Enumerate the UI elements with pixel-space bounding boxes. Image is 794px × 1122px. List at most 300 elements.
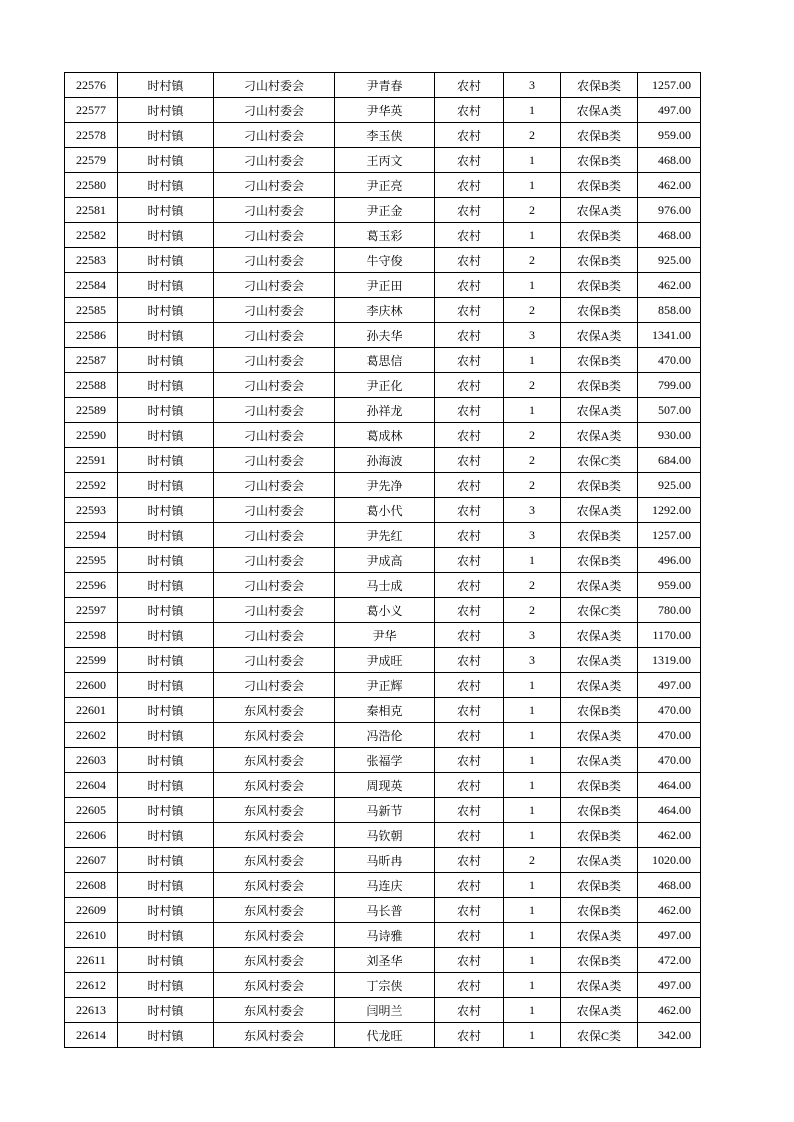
cell-amount: 464.00 — [638, 773, 701, 798]
cell-type: 农村 — [435, 898, 504, 923]
cell-category: 农保B类 — [561, 698, 638, 723]
cell-category: 农保A类 — [561, 573, 638, 598]
cell-name: 尹正化 — [335, 373, 435, 398]
cell-town: 时村镇 — [118, 523, 214, 548]
table-row — [65, 523, 701, 548]
cell-category: 农保B类 — [561, 523, 638, 548]
cell-category: 农保A类 — [561, 998, 638, 1023]
cell-name: 马连庆 — [335, 873, 435, 898]
table-row — [65, 848, 701, 873]
cell-town: 时村镇 — [118, 998, 214, 1023]
cell-village: 东风村委会 — [214, 873, 335, 898]
cell-name: 尹成旺 — [335, 648, 435, 673]
cell-category: 农保B类 — [561, 823, 638, 848]
cell-amount: 497.00 — [638, 673, 701, 698]
cell-id: 22585 — [65, 298, 118, 323]
cell-amount: 462.00 — [638, 273, 701, 298]
cell-id: 22582 — [65, 223, 118, 248]
cell-name: 刘圣华 — [335, 948, 435, 973]
cell-type: 农村 — [435, 598, 504, 623]
cell-name: 尹正亮 — [335, 173, 435, 198]
table-body — [65, 73, 701, 1048]
cell-amount: 976.00 — [638, 198, 701, 223]
cell-village: 刁山村委会 — [214, 573, 335, 598]
table-row — [65, 973, 701, 998]
cell-id: 22602 — [65, 723, 118, 748]
cell-count: 1 — [504, 823, 561, 848]
cell-village: 刁山村委会 — [214, 423, 335, 448]
cell-count: 2 — [504, 248, 561, 273]
cell-name: 王丙文 — [335, 148, 435, 173]
cell-amount: 470.00 — [638, 748, 701, 773]
cell-id: 22586 — [65, 323, 118, 348]
cell-id: 22594 — [65, 523, 118, 548]
cell-amount: 468.00 — [638, 148, 701, 173]
cell-count: 2 — [504, 473, 561, 498]
cell-name: 葛思信 — [335, 348, 435, 373]
cell-town: 时村镇 — [118, 773, 214, 798]
cell-town: 时村镇 — [118, 173, 214, 198]
cell-count: 1 — [504, 348, 561, 373]
cell-amount: 470.00 — [638, 723, 701, 748]
table-row — [65, 823, 701, 848]
cell-count: 1 — [504, 98, 561, 123]
cell-village: 东风村委会 — [214, 798, 335, 823]
table-row — [65, 323, 701, 348]
cell-type: 农村 — [435, 673, 504, 698]
cell-id: 22598 — [65, 623, 118, 648]
cell-category: 农保A类 — [561, 748, 638, 773]
cell-type: 农村 — [435, 98, 504, 123]
cell-type: 农村 — [435, 748, 504, 773]
cell-id: 22583 — [65, 248, 118, 273]
cell-category: 农保B类 — [561, 948, 638, 973]
cell-name: 张福学 — [335, 748, 435, 773]
cell-category: 农保B类 — [561, 123, 638, 148]
cell-id: 22611 — [65, 948, 118, 973]
cell-type: 农村 — [435, 648, 504, 673]
cell-amount: 925.00 — [638, 248, 701, 273]
cell-village: 东风村委会 — [214, 848, 335, 873]
cell-count: 1 — [504, 273, 561, 298]
cell-amount: 468.00 — [638, 223, 701, 248]
cell-village: 刁山村委会 — [214, 473, 335, 498]
cell-count: 2 — [504, 373, 561, 398]
cell-village: 东风村委会 — [214, 948, 335, 973]
table-row — [65, 423, 701, 448]
cell-count: 1 — [504, 673, 561, 698]
cell-amount: 930.00 — [638, 423, 701, 448]
cell-count: 1 — [504, 1023, 561, 1048]
cell-name: 孙祥龙 — [335, 398, 435, 423]
cell-town: 时村镇 — [118, 248, 214, 273]
cell-count: 1 — [504, 398, 561, 423]
cell-count: 1 — [504, 948, 561, 973]
table-row — [65, 373, 701, 398]
cell-category: 农保B类 — [561, 773, 638, 798]
cell-id: 22581 — [65, 198, 118, 223]
cell-count: 1 — [504, 873, 561, 898]
cell-type: 农村 — [435, 173, 504, 198]
cell-count: 1 — [504, 998, 561, 1023]
table-row — [65, 123, 701, 148]
table-row — [65, 898, 701, 923]
cell-name: 代龙旺 — [335, 1023, 435, 1048]
cell-name: 马昕冉 — [335, 848, 435, 873]
cell-count: 1 — [504, 148, 561, 173]
cell-type: 农村 — [435, 548, 504, 573]
cell-name: 秦相克 — [335, 698, 435, 723]
cell-type: 农村 — [435, 73, 504, 98]
cell-town: 时村镇 — [118, 373, 214, 398]
cell-village: 刁山村委会 — [214, 348, 335, 373]
cell-id: 22597 — [65, 598, 118, 623]
cell-count: 3 — [504, 73, 561, 98]
cell-name: 尹先净 — [335, 473, 435, 498]
cell-type: 农村 — [435, 798, 504, 823]
cell-count: 1 — [504, 748, 561, 773]
cell-town: 时村镇 — [118, 598, 214, 623]
cell-village: 刁山村委会 — [214, 248, 335, 273]
cell-amount: 462.00 — [638, 173, 701, 198]
cell-category: 农保B类 — [561, 473, 638, 498]
cell-village: 刁山村委会 — [214, 448, 335, 473]
cell-name: 李玉侠 — [335, 123, 435, 148]
cell-type: 农村 — [435, 823, 504, 848]
cell-type: 农村 — [435, 923, 504, 948]
cell-amount: 1341.00 — [638, 323, 701, 348]
cell-town: 时村镇 — [118, 198, 214, 223]
cell-amount: 464.00 — [638, 798, 701, 823]
cell-village: 刁山村委会 — [214, 523, 335, 548]
cell-id: 22584 — [65, 273, 118, 298]
cell-id: 22596 — [65, 573, 118, 598]
cell-type: 农村 — [435, 523, 504, 548]
cell-count: 2 — [504, 423, 561, 448]
cell-amount: 959.00 — [638, 573, 701, 598]
cell-type: 农村 — [435, 423, 504, 448]
cell-town: 时村镇 — [118, 273, 214, 298]
cell-village: 东风村委会 — [214, 998, 335, 1023]
cell-id: 22600 — [65, 673, 118, 698]
cell-type: 农村 — [435, 198, 504, 223]
cell-name: 马长普 — [335, 898, 435, 923]
cell-amount: 1292.00 — [638, 498, 701, 523]
cell-town: 时村镇 — [118, 1023, 214, 1048]
cell-count: 2 — [504, 298, 561, 323]
cell-category: 农保B类 — [561, 173, 638, 198]
cell-village: 东风村委会 — [214, 898, 335, 923]
cell-name: 尹先红 — [335, 523, 435, 548]
cell-name: 周现英 — [335, 773, 435, 798]
cell-amount: 497.00 — [638, 973, 701, 998]
cell-id: 22614 — [65, 1023, 118, 1048]
cell-type: 农村 — [435, 373, 504, 398]
cell-count: 3 — [504, 498, 561, 523]
cell-id: 22607 — [65, 848, 118, 873]
cell-amount: 468.00 — [638, 873, 701, 898]
cell-village: 东风村委会 — [214, 723, 335, 748]
cell-count: 2 — [504, 848, 561, 873]
cell-type: 农村 — [435, 623, 504, 648]
cell-amount: 959.00 — [638, 123, 701, 148]
cell-type: 农村 — [435, 573, 504, 598]
cell-category: 农保B类 — [561, 898, 638, 923]
cell-id: 22589 — [65, 398, 118, 423]
cell-town: 时村镇 — [118, 73, 214, 98]
cell-category: 农保B类 — [561, 273, 638, 298]
cell-town: 时村镇 — [118, 223, 214, 248]
cell-amount: 470.00 — [638, 698, 701, 723]
cell-id: 22610 — [65, 923, 118, 948]
cell-village: 刁山村委会 — [214, 98, 335, 123]
cell-id: 22579 — [65, 148, 118, 173]
cell-count: 2 — [504, 123, 561, 148]
cell-type: 农村 — [435, 298, 504, 323]
cell-type: 农村 — [435, 123, 504, 148]
cell-name: 孙海波 — [335, 448, 435, 473]
table-row — [65, 198, 701, 223]
cell-village: 东风村委会 — [214, 748, 335, 773]
cell-name: 李庆林 — [335, 298, 435, 323]
cell-category: 农保B类 — [561, 148, 638, 173]
cell-town: 时村镇 — [118, 848, 214, 873]
table-row — [65, 448, 701, 473]
cell-amount: 799.00 — [638, 373, 701, 398]
cell-category: 农保A类 — [561, 498, 638, 523]
cell-count: 1 — [504, 723, 561, 748]
cell-id: 22591 — [65, 448, 118, 473]
cell-type: 农村 — [435, 323, 504, 348]
cell-type: 农村 — [435, 973, 504, 998]
cell-town: 时村镇 — [118, 123, 214, 148]
cell-village: 刁山村委会 — [214, 223, 335, 248]
cell-type: 农村 — [435, 498, 504, 523]
table-row — [65, 473, 701, 498]
cell-town: 时村镇 — [118, 423, 214, 448]
cell-category: 农保B类 — [561, 298, 638, 323]
cell-id: 22577 — [65, 98, 118, 123]
cell-id: 22590 — [65, 423, 118, 448]
cell-town: 时村镇 — [118, 98, 214, 123]
cell-name: 尹青春 — [335, 73, 435, 98]
cell-amount: 462.00 — [638, 998, 701, 1023]
cell-category: 农保B类 — [561, 248, 638, 273]
cell-village: 刁山村委会 — [214, 673, 335, 698]
cell-id: 22578 — [65, 123, 118, 148]
table-row — [65, 998, 701, 1023]
table-row — [65, 923, 701, 948]
table-row — [65, 573, 701, 598]
cell-count: 1 — [504, 898, 561, 923]
cell-town: 时村镇 — [118, 823, 214, 848]
cell-village: 东风村委会 — [214, 1023, 335, 1048]
table-row — [65, 748, 701, 773]
cell-count: 3 — [504, 623, 561, 648]
cell-category: 农保A类 — [561, 423, 638, 448]
cell-town: 时村镇 — [118, 698, 214, 723]
cell-category: 农保B类 — [561, 73, 638, 98]
cell-village: 刁山村委会 — [214, 173, 335, 198]
cell-name: 丁宗侠 — [335, 973, 435, 998]
cell-id: 22580 — [65, 173, 118, 198]
cell-category: 农保C类 — [561, 598, 638, 623]
cell-type: 农村 — [435, 948, 504, 973]
cell-town: 时村镇 — [118, 348, 214, 373]
cell-town: 时村镇 — [118, 973, 214, 998]
cell-town: 时村镇 — [118, 448, 214, 473]
cell-town: 时村镇 — [118, 398, 214, 423]
cell-count: 3 — [504, 523, 561, 548]
cell-type: 农村 — [435, 348, 504, 373]
cell-count: 2 — [504, 198, 561, 223]
cell-type: 农村 — [435, 873, 504, 898]
table-row — [65, 623, 701, 648]
table-row — [65, 798, 701, 823]
table-row — [65, 223, 701, 248]
cell-village: 刁山村委会 — [214, 598, 335, 623]
cell-id: 22604 — [65, 773, 118, 798]
cell-village: 刁山村委会 — [214, 148, 335, 173]
table-row — [65, 773, 701, 798]
cell-type: 农村 — [435, 773, 504, 798]
table-row — [65, 173, 701, 198]
cell-type: 农村 — [435, 148, 504, 173]
cell-village: 刁山村委会 — [214, 198, 335, 223]
cell-amount: 858.00 — [638, 298, 701, 323]
cell-amount: 684.00 — [638, 448, 701, 473]
cell-count: 3 — [504, 323, 561, 348]
cell-amount: 1170.00 — [638, 623, 701, 648]
cell-count: 1 — [504, 973, 561, 998]
cell-id: 22595 — [65, 548, 118, 573]
cell-id: 22588 — [65, 373, 118, 398]
cell-category: 农保A类 — [561, 923, 638, 948]
cell-name: 葛玉彩 — [335, 223, 435, 248]
cell-count: 3 — [504, 648, 561, 673]
cell-count: 1 — [504, 173, 561, 198]
cell-village: 东风村委会 — [214, 973, 335, 998]
cell-village: 东风村委会 — [214, 823, 335, 848]
cell-amount: 1319.00 — [638, 648, 701, 673]
cell-name: 尹成高 — [335, 548, 435, 573]
cell-amount: 507.00 — [638, 398, 701, 423]
cell-amount: 925.00 — [638, 473, 701, 498]
cell-type: 农村 — [435, 223, 504, 248]
table-row — [65, 1023, 701, 1048]
cell-amount: 497.00 — [638, 923, 701, 948]
cell-village: 刁山村委会 — [214, 73, 335, 98]
cell-id: 22587 — [65, 348, 118, 373]
cell-town: 时村镇 — [118, 798, 214, 823]
cell-id: 22599 — [65, 648, 118, 673]
cell-count: 2 — [504, 573, 561, 598]
cell-name: 尹正金 — [335, 198, 435, 223]
cell-amount: 1020.00 — [638, 848, 701, 873]
cell-category: 农保A类 — [561, 398, 638, 423]
cell-type: 农村 — [435, 248, 504, 273]
cell-category: 农保A类 — [561, 723, 638, 748]
cell-name: 尹华 — [335, 623, 435, 648]
cell-type: 农村 — [435, 723, 504, 748]
cell-village: 刁山村委会 — [214, 648, 335, 673]
table-row — [65, 98, 701, 123]
cell-category: 农保B类 — [561, 798, 638, 823]
cell-village: 刁山村委会 — [214, 323, 335, 348]
table-row — [65, 73, 701, 98]
cell-id: 22605 — [65, 798, 118, 823]
cell-id: 22593 — [65, 498, 118, 523]
table-row — [65, 398, 701, 423]
cell-town: 时村镇 — [118, 548, 214, 573]
table-row — [65, 348, 701, 373]
cell-category: 农保C类 — [561, 1023, 638, 1048]
cell-amount: 1257.00 — [638, 523, 701, 548]
cell-category: 农保B类 — [561, 873, 638, 898]
cell-name: 马新节 — [335, 798, 435, 823]
cell-type: 农村 — [435, 448, 504, 473]
cell-count: 1 — [504, 698, 561, 723]
table-row — [65, 548, 701, 573]
cell-amount: 342.00 — [638, 1023, 701, 1048]
cell-id: 22613 — [65, 998, 118, 1023]
cell-id: 22576 — [65, 73, 118, 98]
cell-village: 东风村委会 — [214, 773, 335, 798]
cell-category: 农保A类 — [561, 973, 638, 998]
cell-name: 马钦朝 — [335, 823, 435, 848]
cell-town: 时村镇 — [118, 898, 214, 923]
cell-name: 葛小代 — [335, 498, 435, 523]
cell-town: 时村镇 — [118, 873, 214, 898]
cell-village: 刁山村委会 — [214, 123, 335, 148]
cell-village: 刁山村委会 — [214, 273, 335, 298]
table-row — [65, 873, 701, 898]
table-row — [65, 698, 701, 723]
cell-count: 1 — [504, 923, 561, 948]
cell-category: 农保B类 — [561, 223, 638, 248]
cell-category: 农保B类 — [561, 548, 638, 573]
cell-category: 农保A类 — [561, 198, 638, 223]
cell-category: 农保A类 — [561, 648, 638, 673]
cell-town: 时村镇 — [118, 473, 214, 498]
cell-village: 刁山村委会 — [214, 623, 335, 648]
table-row — [65, 723, 701, 748]
cell-id: 22609 — [65, 898, 118, 923]
cell-name: 葛成林 — [335, 423, 435, 448]
cell-amount: 496.00 — [638, 548, 701, 573]
table-row — [65, 498, 701, 523]
cell-id: 22592 — [65, 473, 118, 498]
table-row — [65, 598, 701, 623]
table-row — [65, 948, 701, 973]
cell-type: 农村 — [435, 848, 504, 873]
cell-category: 农保A类 — [561, 673, 638, 698]
cell-town: 时村镇 — [118, 923, 214, 948]
cell-village: 刁山村委会 — [214, 398, 335, 423]
cell-name: 冯浩伦 — [335, 723, 435, 748]
cell-name: 尹华英 — [335, 98, 435, 123]
table-row — [65, 673, 701, 698]
cell-amount: 497.00 — [638, 98, 701, 123]
cell-category: 农保A类 — [561, 623, 638, 648]
cell-name: 马士成 — [335, 573, 435, 598]
benefits-table — [64, 72, 701, 1048]
cell-town: 时村镇 — [118, 748, 214, 773]
cell-name: 尹正田 — [335, 273, 435, 298]
table-row — [65, 148, 701, 173]
cell-name: 闫明兰 — [335, 998, 435, 1023]
cell-type: 农村 — [435, 473, 504, 498]
